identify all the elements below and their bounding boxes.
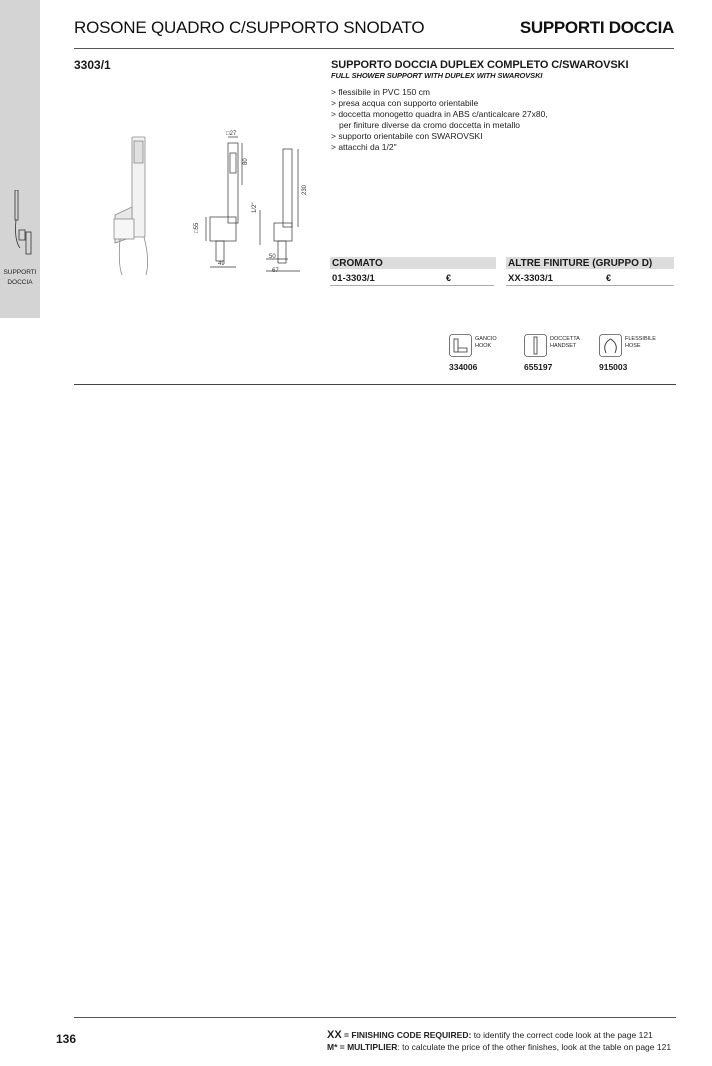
footnote-multiplier: M* = MULTIPLIER: to calculate the price of the other finishes, look at the table on page 121 xyxy=(327,1042,672,1052)
footer-divider xyxy=(74,1017,676,1018)
currency-symbol: € xyxy=(446,273,452,283)
section-title: SUPPORTI DOCCIA xyxy=(519,18,674,37)
handset-icon xyxy=(524,334,548,358)
spare-part-label: GANCIO HOOK xyxy=(475,336,497,349)
technical-drawing xyxy=(100,125,325,280)
dim-27: □27 xyxy=(226,131,237,137)
dim-half-inch: 1/2" xyxy=(252,202,258,213)
hook-icon xyxy=(449,334,473,358)
page-number: 136 xyxy=(56,1032,77,1046)
product-subtitle: FULL SHOWER SUPPORT WITH DUPLEX WITH SWAROVSKI xyxy=(331,71,543,80)
price-header-other-finishes: ALTRE FINITURE (GRUPPO D) xyxy=(506,257,674,269)
spare-part-handset xyxy=(524,334,594,380)
dim-230: 230 xyxy=(302,184,308,195)
dim-67: 67 xyxy=(272,268,279,274)
price-header-chrome: CROMATO xyxy=(330,257,496,269)
footer-notes xyxy=(327,1029,671,1053)
product-code: 3303/1 xyxy=(74,58,111,72)
price-row-other xyxy=(506,272,674,286)
feature-item: > attacchi da 1/2" xyxy=(331,142,397,152)
price-code-other: XX-3303/1 xyxy=(508,273,553,284)
product-photo xyxy=(114,137,148,275)
feature-item: > supporto orientabile con SWAROVSKI xyxy=(331,131,483,141)
dim-49: 49 xyxy=(218,261,225,267)
spare-part-hose xyxy=(599,334,669,380)
spare-part-number: 334006 xyxy=(449,362,478,372)
shower-support-icon xyxy=(6,190,36,260)
price-table xyxy=(330,257,674,287)
feature-item: > flessibile in PVC 150 cm xyxy=(331,87,430,97)
section-divider xyxy=(74,384,676,385)
dim-80: 80 xyxy=(243,158,249,165)
currency-symbol: € xyxy=(606,273,612,283)
price-row-chrome xyxy=(330,272,494,286)
header-divider xyxy=(74,48,674,49)
page-title: ROSONE QUADRO C/SUPPORTO SNODATO xyxy=(74,18,425,37)
product-title: SUPPORTO DOCCIA DUPLEX COMPLETO C/SWAROVSKI xyxy=(331,59,629,71)
dim-55: □55 xyxy=(194,222,200,233)
feature-item: > doccetta monogetto quadra in ABS c/anticalcare 27x80, xyxy=(331,109,548,119)
side-label-line1: SUPPORTI xyxy=(3,269,37,276)
spare-part-number: 655197 xyxy=(524,362,553,372)
hose-icon xyxy=(599,334,623,358)
spare-part-label: DOCCETTA HANDSET xyxy=(550,336,580,349)
side-label-line2: DOCCIA xyxy=(7,279,33,286)
spare-part-label: FLESSIBILE HOSE xyxy=(625,336,656,349)
feature-item: > presa acqua con supporto orientabile xyxy=(331,98,479,108)
dim-50: 50 xyxy=(269,254,276,260)
footnote-xx: XX = FINISHING CODE REQUIRED: to identify the correct code look at the page 121 xyxy=(327,1029,653,1041)
spare-part-hook xyxy=(449,334,519,380)
price-code-chrome: 01-3303/1 xyxy=(332,273,375,284)
side-category-tab xyxy=(0,0,40,318)
feature-item: per finiture diverse da cromo doccetta in metallo xyxy=(339,120,520,130)
feature-list xyxy=(331,87,548,153)
spare-part-number: 915003 xyxy=(599,362,628,372)
